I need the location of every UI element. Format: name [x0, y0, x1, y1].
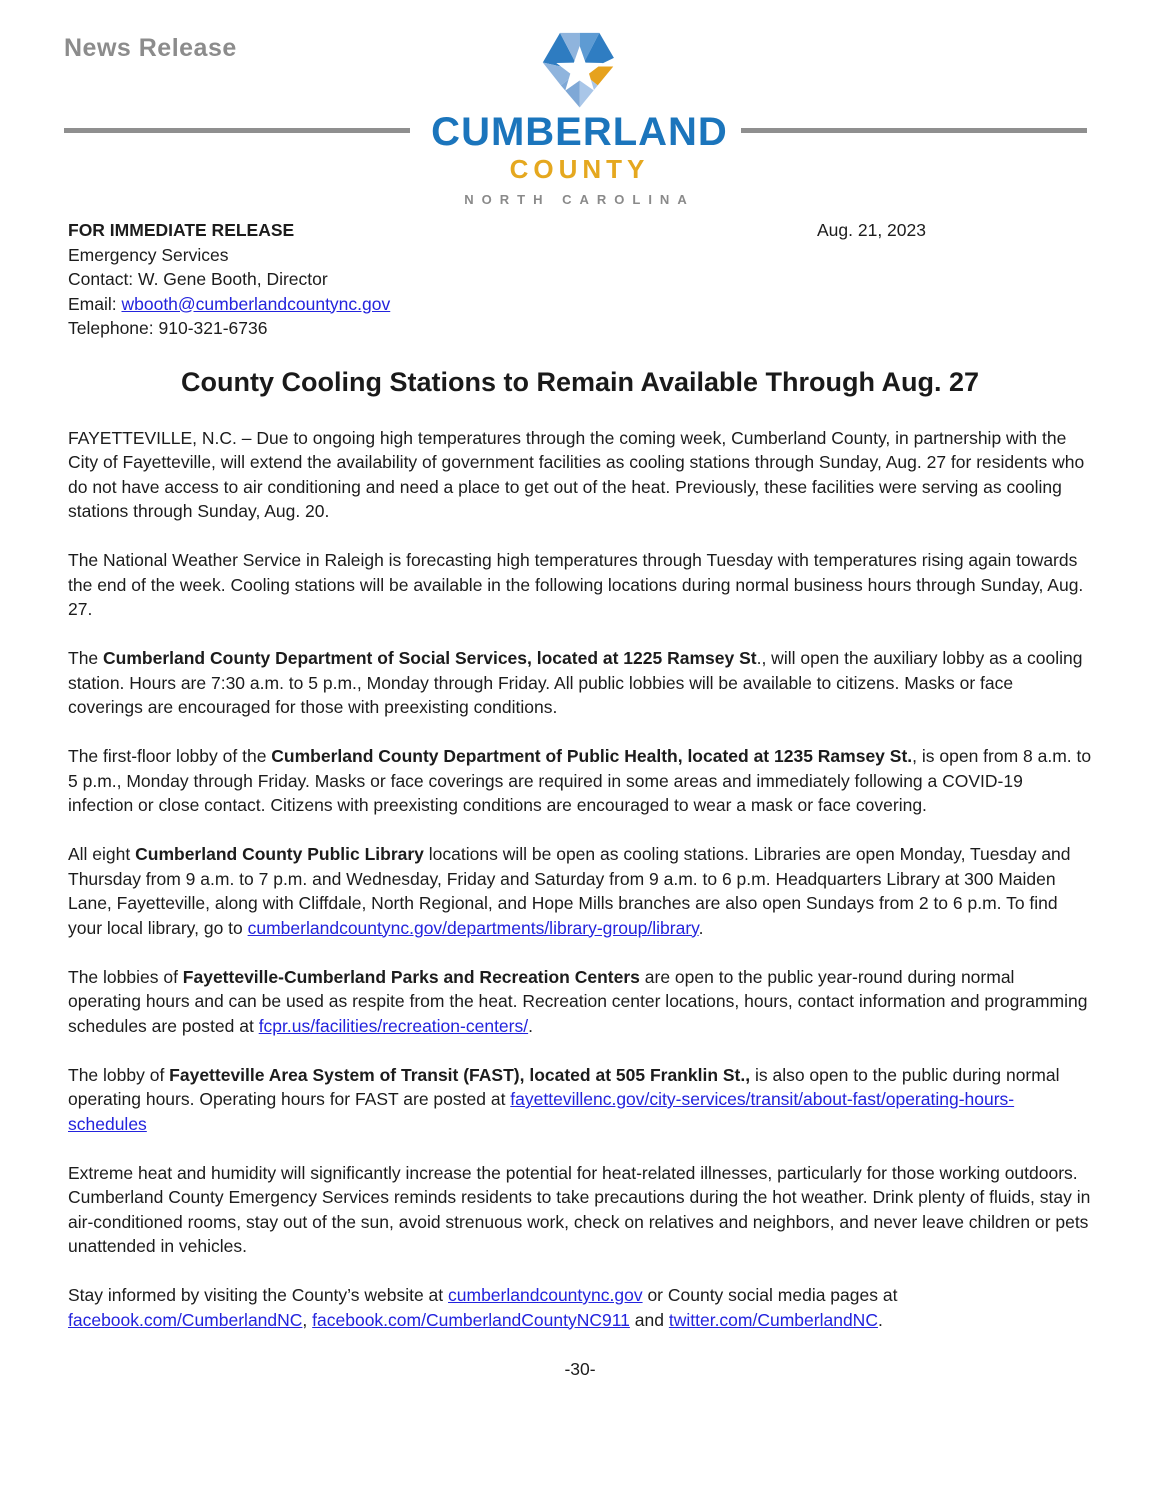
inline-link[interactable]: fayettevillenc.gov/city-services/transit/about-fast/operating-hours-schedules [68, 1089, 1015, 1134]
body-text: ., will open the auxiliary lobby as a cooling station. Hours are 7:30 a.m. to 5 p.m., Monday through Friday. All public lobbies will be available to citizens. Masks or face coverings are encouraged for those with preexisting conditions. [68, 648, 1083, 717]
body-text: The first-floor lobby of the [68, 746, 272, 766]
body-text: is also open to the public during normal operating hours. Operating hours for FAST are posted at [68, 1064, 1060, 1109]
paragraph [68, 646, 1092, 720]
email-link[interactable]: wbooth@cumberlandcountync.gov [121, 293, 391, 314]
for-immediate-release-label: FOR IMMEDIATE RELEASE [68, 220, 295, 240]
body-text: The [68, 648, 104, 668]
release-department: Emergency Services [68, 244, 229, 265]
bold-text: Cumberland County Department of Public Health, located at 1235 Ramsey St. [271, 746, 913, 766]
paragraph [68, 744, 1092, 818]
release-info-block [68, 218, 1092, 341]
news-release-label: News Release [64, 34, 237, 62]
email-label: Email: [68, 293, 122, 314]
release-date: Aug. 21, 2023 [817, 220, 926, 240]
release-phone: Telephone: 910-321-6736 [68, 318, 268, 338]
headline: County Cooling Stations to Remain Available Through Aug. 27 [180, 366, 980, 397]
inline-link[interactable]: fcpr.us/facilities/recreation-centers/ [258, 1015, 529, 1036]
body-text: The National Weather Service in Raleigh is forecasting high temperatures through Tuesday with temperatures rising again towards the end of the week. Cooling stations will be available in the following locations during normal business hours through Sunday, Aug. 27. [68, 550, 1084, 619]
inline-link[interactable]: twitter.com/CumberlandNC [668, 1309, 878, 1330]
paragraph [68, 1161, 1092, 1259]
body-text: Extreme heat and humidity will significantly increase the potential for heat-related illnesses, particularly for those working outdoors. Cumberland County Emergency Services reminds residents to take precautions during the hot weather. Drink plenty of fluids, stay in air-conditioned rooms, stay out of the sun, avoid strenuous work, check on relatives and neighbors, and never leave children or pets unattended in vehicles. [68, 1162, 1091, 1256]
bold-text: Fayetteville Area System of Transit (FAST), located at 505 Franklin St., [169, 1064, 751, 1085]
body-text: or County social media pages at [642, 1285, 898, 1305]
release-contact: Contact: W. Gene Booth, Director [68, 269, 328, 289]
logo-subtitle: COUNTY [509, 154, 650, 184]
bold-text: Cumberland County Public Library [135, 844, 424, 864]
body-text: , [302, 1309, 313, 1330]
body-text: and [629, 1309, 669, 1330]
paragraph [68, 965, 1092, 1039]
county-logo [431, 28, 728, 206]
paragraphs-container [68, 426, 1092, 1333]
inline-link[interactable]: facebook.com/CumberlandNC [68, 1309, 303, 1330]
body-text: , is open from 8 a.m. to 5 p.m., Monday through Friday. Masks or face coverings are required in some areas and immediately following a COVID-19 infection or close contact. Citizens with preexisting conditions are encouraged to wear a mask or face covering. [68, 746, 1092, 815]
body-text: FAYETTEVILLE, N.C. – Due to ongoing high temperatures through the coming week, Cumberland County, in partnership with the City of Fayetteville, will extend the availability of government facilities as cooling stations through Sunday, Aug. 27 for residents who do not have access to air conditioning and need a place to get out of the heat. Previously, these facilities were serving as cooling stations through Sunday, Aug. 20. [68, 427, 1085, 521]
inline-link[interactable]: cumberlandcountync.gov/departments/library-group/library [247, 917, 699, 938]
body-text: . [877, 1309, 883, 1330]
body-text: All eight [68, 844, 136, 864]
body-text: . [528, 1015, 533, 1036]
body-text: locations will be open as cooling stations. Libraries are open Monday, Tuesday and Thursday from 9 a.m. to 7 p.m. and Wednesday, Friday and Saturday from 9 a.m. to 6 p.m. Headquarters Library at 300 Maiden Lane, Fayetteville, along with Cliffdale, North Regional, and Hope Mills branches are also open Sundays from 2 to 6 p.m. To find your local library, go to [68, 844, 1071, 938]
logo-wordmark: CUMBERLAND [431, 110, 728, 154]
paragraph [68, 1283, 1092, 1332]
paragraph [68, 842, 1092, 940]
release-email-line [68, 292, 1092, 317]
paragraph [68, 548, 1092, 622]
bold-text: Fayetteville-Cumberland Parks and Recreation Centers [182, 966, 640, 987]
body-text: are open to the public year-round during normal operating hours and can be used as respite from the heat. Recreation center locations, hours, contact information and programming schedules are posted at [68, 966, 1088, 1036]
end-mark: -30- [564, 1358, 596, 1379]
header-divider-left [64, 128, 410, 133]
document-body [68, 218, 1092, 1381]
logo-tagline: NORTH CAROLINA [464, 192, 695, 207]
body-text: Stay informed by visiting the County’s website at [68, 1285, 449, 1305]
county-shield-star-icon [536, 28, 622, 110]
paragraph [68, 426, 1092, 524]
header-divider-right [741, 128, 1087, 133]
body-text: . [698, 917, 704, 938]
inline-link[interactable]: cumberlandcountync.gov [448, 1285, 643, 1305]
body-text: The lobby of [68, 1064, 170, 1085]
bold-text: Cumberland County Department of Social Services, located at 1225 Ramsey St [103, 648, 757, 668]
inline-link[interactable]: facebook.com/CumberlandCountyNC911 [312, 1309, 630, 1330]
release-header-line [68, 218, 1092, 243]
body-text: The lobbies of [68, 966, 183, 987]
paragraph [68, 1063, 1092, 1137]
